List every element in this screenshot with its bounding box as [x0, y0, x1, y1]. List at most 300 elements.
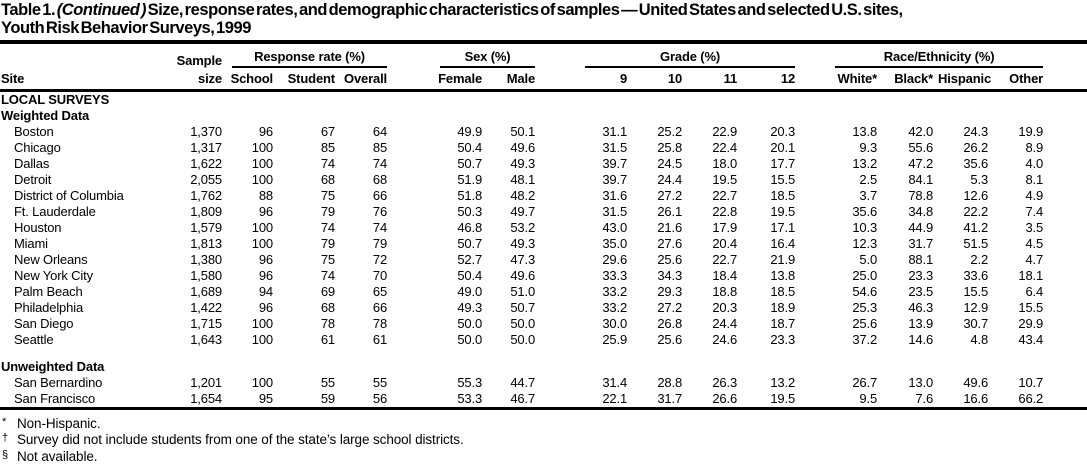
value-cell: 19.5 [687, 172, 742, 188]
value-cell: 26.7 [830, 375, 882, 391]
value-cell: 10.3 [830, 220, 882, 236]
column-header-site: Site [0, 68, 175, 90]
value-cell: 26.6 [687, 391, 742, 409]
spacer-cell [1048, 375, 1087, 391]
spacer-cell [392, 252, 435, 268]
value-cell: 49.9 [435, 124, 487, 140]
group-label-grade: Grade (%) [585, 49, 795, 68]
value-cell: 22.7 [687, 188, 742, 204]
value-cell: 44.7 [487, 375, 540, 391]
value-cell: 55 [340, 375, 392, 391]
table-header [0, 42, 1087, 90]
value-cell: 13.0 [882, 375, 938, 391]
footnote-text: Survey did not include students from one of the state’s large school districts. [17, 432, 464, 447]
value-cell: 22.8 [687, 204, 742, 220]
value-cell: 9.3 [830, 140, 882, 156]
value-cell: 1,762 [175, 188, 227, 204]
spacer-cell [800, 124, 830, 140]
value-cell: 67 [278, 124, 340, 140]
value-cell: 31.6 [580, 188, 632, 204]
value-cell: 100 [227, 236, 278, 252]
value-cell: 2.2 [938, 252, 993, 268]
header-group-row [0, 42, 1087, 68]
spacer-cell [1048, 204, 1087, 220]
value-cell: 66 [340, 300, 392, 316]
spacer-cell [800, 236, 830, 252]
value-cell: 51.5 [938, 236, 993, 252]
value-cell: 1,689 [175, 284, 227, 300]
value-cell: 4.9 [993, 188, 1048, 204]
spacer-cell [540, 204, 580, 220]
sample-size-header-top: Sample [175, 42, 227, 68]
value-cell: 25.6 [632, 252, 687, 268]
value-cell: 42.0 [882, 124, 938, 140]
spacer-cell [392, 316, 435, 332]
spacer-cell [392, 236, 435, 252]
value-cell: 25.0 [830, 268, 882, 284]
value-cell: 68 [278, 300, 340, 316]
spacer-cell [800, 204, 830, 220]
subsection-heading-weighted-data-label: Weighted Data [0, 108, 1087, 124]
column-header-male: Male [487, 68, 540, 90]
value-cell: 34.8 [882, 204, 938, 220]
value-cell: 18.9 [742, 300, 800, 316]
value-cell: 29.3 [632, 284, 687, 300]
footnote-marker: * [2, 415, 17, 431]
value-cell: 18.7 [742, 316, 800, 332]
value-cell: 78 [340, 316, 392, 332]
value-cell: 53.2 [487, 220, 540, 236]
value-cell: 79 [340, 236, 392, 252]
spacer-cell [392, 124, 435, 140]
column-header-grade-11: 11 [687, 68, 742, 90]
column-header-white: White* [830, 68, 882, 90]
value-cell: 31.7 [882, 236, 938, 252]
value-cell: 48.1 [487, 172, 540, 188]
spacer-cell [392, 300, 435, 316]
value-cell: 74 [340, 220, 392, 236]
value-cell: 19.5 [742, 391, 800, 409]
value-cell: 20.3 [742, 124, 800, 140]
value-cell: 13.2 [742, 375, 800, 391]
value-cell: 39.7 [580, 172, 632, 188]
value-cell: 24.6 [687, 332, 742, 348]
value-cell: 61 [278, 332, 340, 348]
table-row [0, 252, 1087, 268]
value-cell: 74 [278, 156, 340, 172]
value-cell: 18.0 [687, 156, 742, 172]
value-cell: 96 [227, 268, 278, 284]
spacer-cell [1048, 188, 1087, 204]
value-cell: 31.7 [632, 391, 687, 409]
table-row [0, 391, 1087, 409]
value-cell: 68 [278, 172, 340, 188]
subsection-heading-weighted-data [0, 108, 1087, 124]
value-cell: 30.0 [580, 316, 632, 332]
value-cell: 6.4 [993, 284, 1048, 300]
value-cell: 15.5 [993, 300, 1048, 316]
site-cell: San Francisco [0, 391, 175, 409]
site-cell: Detroit [0, 172, 175, 188]
value-cell: 88.1 [882, 252, 938, 268]
spacer-cell [800, 252, 830, 268]
value-cell: 31.4 [580, 375, 632, 391]
value-cell: 16.6 [938, 391, 993, 409]
value-cell: 100 [227, 332, 278, 348]
table-row [0, 204, 1087, 220]
value-cell: 1,622 [175, 156, 227, 172]
spacer-cell [800, 316, 830, 332]
table-title-line2: Youth Risk Behavior Surveys, 1999 [1, 19, 1087, 37]
site-cell: Boston [0, 124, 175, 140]
value-cell: 1,201 [175, 375, 227, 391]
spacer-cell [800, 332, 830, 348]
value-cell: 61 [340, 332, 392, 348]
spacer-cell [1048, 252, 1087, 268]
value-cell: 75 [278, 252, 340, 268]
value-cell: 4.5 [993, 236, 1048, 252]
value-cell: 13.8 [830, 124, 882, 140]
spacer-cell [1048, 140, 1087, 156]
spacer-cell [800, 300, 830, 316]
value-cell: 48.2 [487, 188, 540, 204]
site-cell: Palm Beach [0, 284, 175, 300]
value-cell: 49.3 [487, 156, 540, 172]
footnote [2, 415, 1087, 432]
value-cell: 22.4 [687, 140, 742, 156]
group-header-sex [435, 42, 540, 68]
value-cell: 49.3 [435, 300, 487, 316]
value-cell: 14.6 [882, 332, 938, 348]
column-header-school: School [227, 68, 278, 90]
value-cell: 70 [340, 268, 392, 284]
value-cell: 22.9 [687, 124, 742, 140]
value-cell: 25.3 [830, 300, 882, 316]
site-cell: San Diego [0, 316, 175, 332]
table-row [0, 220, 1087, 236]
value-cell: 43.4 [993, 332, 1048, 348]
value-cell: 4.7 [993, 252, 1048, 268]
spacer-cell [392, 284, 435, 300]
spacer-cell [540, 140, 580, 156]
spacer-cell [800, 220, 830, 236]
value-cell: 52.7 [435, 252, 487, 268]
value-cell: 47.2 [882, 156, 938, 172]
value-cell: 3.7 [830, 188, 882, 204]
value-cell: 33.3 [580, 268, 632, 284]
value-cell: 79 [278, 236, 340, 252]
value-cell: 76 [340, 204, 392, 220]
value-cell: 28.8 [632, 375, 687, 391]
value-cell: 74 [278, 220, 340, 236]
site-cell: Houston [0, 220, 175, 236]
value-cell: 13.8 [742, 268, 800, 284]
value-cell: 95 [227, 391, 278, 409]
spacer-cell [1048, 172, 1087, 188]
section-heading-local-surveys-label: LOCAL SURVEYS [0, 90, 1087, 108]
value-cell: 96 [227, 204, 278, 220]
value-cell: 4.8 [938, 332, 993, 348]
spacer-cell [392, 332, 435, 348]
value-cell: 26.8 [632, 316, 687, 332]
value-cell: 94 [227, 284, 278, 300]
value-cell: 47.3 [487, 252, 540, 268]
value-cell: 18.4 [687, 268, 742, 284]
value-cell: 27.2 [632, 188, 687, 204]
spacer-cell [1048, 332, 1087, 348]
spacer-cell [540, 124, 580, 140]
spacer-cell [540, 188, 580, 204]
spacer-cell [1048, 391, 1087, 409]
value-cell: 51.0 [487, 284, 540, 300]
spacer-cell [392, 220, 435, 236]
value-cell: 22.7 [687, 252, 742, 268]
table-title-prefix: Table 1. [1, 1, 55, 19]
spacer-cell [540, 316, 580, 332]
value-cell: 23.3 [742, 332, 800, 348]
subsection-heading-unweighted-data-label: Unweighted Data [0, 348, 1087, 375]
value-cell: 100 [227, 140, 278, 156]
table-row [0, 140, 1087, 156]
value-cell: 50.3 [435, 204, 487, 220]
value-cell: 17.9 [687, 220, 742, 236]
value-cell: 1,380 [175, 252, 227, 268]
value-cell: 13.9 [882, 316, 938, 332]
value-cell: 1,580 [175, 268, 227, 284]
spacer-cell [800, 188, 830, 204]
value-cell: 46.3 [882, 300, 938, 316]
value-cell: 64 [340, 124, 392, 140]
table-row [0, 268, 1087, 284]
value-cell: 50.0 [435, 316, 487, 332]
value-cell: 18.8 [687, 284, 742, 300]
value-cell: 96 [227, 252, 278, 268]
value-cell: 44.9 [882, 220, 938, 236]
value-cell: 46.7 [487, 391, 540, 409]
spacer-cell [392, 268, 435, 284]
table-row [0, 236, 1087, 252]
spacer-cell [1048, 268, 1087, 284]
group-header-response-rate [227, 42, 392, 68]
column-header-grade-10: 10 [632, 68, 687, 90]
spacer-cell [392, 172, 435, 188]
value-cell: 49.3 [487, 236, 540, 252]
group-header-grade [580, 42, 800, 68]
value-cell: 100 [227, 172, 278, 188]
value-cell: 74 [278, 268, 340, 284]
column-header-sample-size: size [175, 68, 227, 90]
value-cell: 55.6 [882, 140, 938, 156]
value-cell: 84.1 [882, 172, 938, 188]
site-cell: New York City [0, 268, 175, 284]
spacer-cell [1048, 300, 1087, 316]
value-cell: 15.5 [938, 284, 993, 300]
value-cell: 1,579 [175, 220, 227, 236]
value-cell: 39.7 [580, 156, 632, 172]
column-header-other: Other [993, 68, 1048, 90]
spacer-cell [540, 375, 580, 391]
group-label-race-ethnicity: Race/Ethnicity (%) [835, 49, 1043, 68]
value-cell: 100 [227, 220, 278, 236]
column-header-grade-12: 12 [742, 68, 800, 90]
value-cell: 50.4 [435, 140, 487, 156]
value-cell: 66 [340, 188, 392, 204]
spacer-cell [540, 236, 580, 252]
value-cell: 12.3 [830, 236, 882, 252]
table-row [0, 332, 1087, 348]
value-cell: 26.2 [938, 140, 993, 156]
spacer-cell [800, 375, 830, 391]
value-cell: 24.3 [938, 124, 993, 140]
value-cell: 50.7 [435, 236, 487, 252]
table-title-rest: Size, response rates, and demographic characteristics of samples — United States and selected U.S. sites, [148, 1, 903, 19]
value-cell: 20.3 [687, 300, 742, 316]
value-cell: 5.3 [938, 172, 993, 188]
value-cell: 78.8 [882, 188, 938, 204]
table-row [0, 156, 1087, 172]
site-cell: District of Columbia [0, 188, 175, 204]
value-cell: 3.5 [993, 220, 1048, 236]
value-cell: 78 [278, 316, 340, 332]
value-cell: 100 [227, 156, 278, 172]
site-cell: San Bernardino [0, 375, 175, 391]
section-heading-local-surveys [0, 90, 1087, 108]
value-cell: 10.7 [993, 375, 1048, 391]
spacer-cell [540, 332, 580, 348]
value-cell: 41.2 [938, 220, 993, 236]
value-cell: 20.1 [742, 140, 800, 156]
value-cell: 17.7 [742, 156, 800, 172]
value-cell: 2.5 [830, 172, 882, 188]
spacer-cell [392, 391, 435, 409]
table-row [0, 172, 1087, 188]
value-cell: 2,055 [175, 172, 227, 188]
value-cell: 50.4 [435, 268, 487, 284]
value-cell: 1,643 [175, 332, 227, 348]
site-header-spacer [0, 42, 175, 68]
footnote-marker: § [2, 448, 17, 464]
value-cell: 23.5 [882, 284, 938, 300]
value-cell: 59 [278, 391, 340, 409]
table-row [0, 316, 1087, 332]
site-cell: Miami [0, 236, 175, 252]
spacer-cell [392, 188, 435, 204]
spacer-cell [1048, 316, 1087, 332]
value-cell: 35.6 [830, 204, 882, 220]
site-cell: New Orleans [0, 252, 175, 268]
value-cell: 50.7 [435, 156, 487, 172]
value-cell: 55.3 [435, 375, 487, 391]
value-cell: 43.0 [580, 220, 632, 236]
spacer-cell [392, 204, 435, 220]
spacer-cell [392, 375, 435, 391]
value-cell: 8.1 [993, 172, 1048, 188]
value-cell: 35.0 [580, 236, 632, 252]
spacer-cell [800, 156, 830, 172]
yrbs-data-table [0, 40, 1087, 410]
spacer-cell [540, 252, 580, 268]
value-cell: 54.6 [830, 284, 882, 300]
spacer-cell [540, 268, 580, 284]
value-cell: 100 [227, 375, 278, 391]
value-cell: 22.1 [580, 391, 632, 409]
spacer-cell [540, 391, 580, 409]
value-cell: 9.5 [830, 391, 882, 409]
value-cell: 1,317 [175, 140, 227, 156]
value-cell: 55 [278, 375, 340, 391]
value-cell: 12.9 [938, 300, 993, 316]
group-label-sex: Sex (%) [440, 49, 535, 68]
spacer-cell [392, 140, 435, 156]
value-cell: 5.0 [830, 252, 882, 268]
value-cell: 1,370 [175, 124, 227, 140]
value-cell: 33.2 [580, 300, 632, 316]
value-cell: 1,809 [175, 204, 227, 220]
value-cell: 56 [340, 391, 392, 409]
value-cell: 25.2 [632, 124, 687, 140]
value-cell: 46.8 [435, 220, 487, 236]
column-header-grade-9: 9 [580, 68, 632, 90]
value-cell: 23.3 [882, 268, 938, 284]
column-header-hispanic: Hispanic [938, 68, 993, 90]
spacer-cell [1048, 124, 1087, 140]
value-cell: 1,654 [175, 391, 227, 409]
value-cell: 22.2 [938, 204, 993, 220]
value-cell: 20.4 [687, 236, 742, 252]
value-cell: 29.6 [580, 252, 632, 268]
table-title-line1 [1, 1, 1087, 19]
value-cell: 29.9 [993, 316, 1048, 332]
value-cell: 50.0 [487, 332, 540, 348]
value-cell: 26.1 [632, 204, 687, 220]
value-cell: 24.4 [632, 172, 687, 188]
value-cell: 18.5 [742, 284, 800, 300]
value-cell: 1,715 [175, 316, 227, 332]
value-cell: 12.6 [938, 188, 993, 204]
table-body [0, 90, 1087, 408]
value-cell: 21.6 [632, 220, 687, 236]
column-gap [800, 42, 830, 90]
value-cell: 30.7 [938, 316, 993, 332]
group-header-race-ethnicity [830, 42, 1048, 68]
value-cell: 49.6 [487, 268, 540, 284]
value-cell: 1,813 [175, 236, 227, 252]
spacer-cell [540, 300, 580, 316]
value-cell: 37.2 [830, 332, 882, 348]
spacer-cell [800, 284, 830, 300]
column-header-student: Student [278, 68, 340, 90]
footnote-marker: † [2, 431, 17, 447]
spacer-cell [800, 140, 830, 156]
spacer-cell [392, 156, 435, 172]
value-cell: 26.3 [687, 375, 742, 391]
value-cell: 50.7 [487, 300, 540, 316]
value-cell: 24.4 [687, 316, 742, 332]
spacer-cell [1048, 156, 1087, 172]
value-cell: 4.0 [993, 156, 1048, 172]
footnote [2, 431, 1087, 448]
site-cell: Philadelphia [0, 300, 175, 316]
value-cell: 18.1 [993, 268, 1048, 284]
value-cell: 25.9 [580, 332, 632, 348]
value-cell: 17.1 [742, 220, 800, 236]
value-cell: 72 [340, 252, 392, 268]
value-cell: 50.1 [487, 124, 540, 140]
value-cell: 25.6 [830, 316, 882, 332]
value-cell: 68 [340, 172, 392, 188]
site-cell: Seattle [0, 332, 175, 348]
spacer-cell [1048, 220, 1087, 236]
